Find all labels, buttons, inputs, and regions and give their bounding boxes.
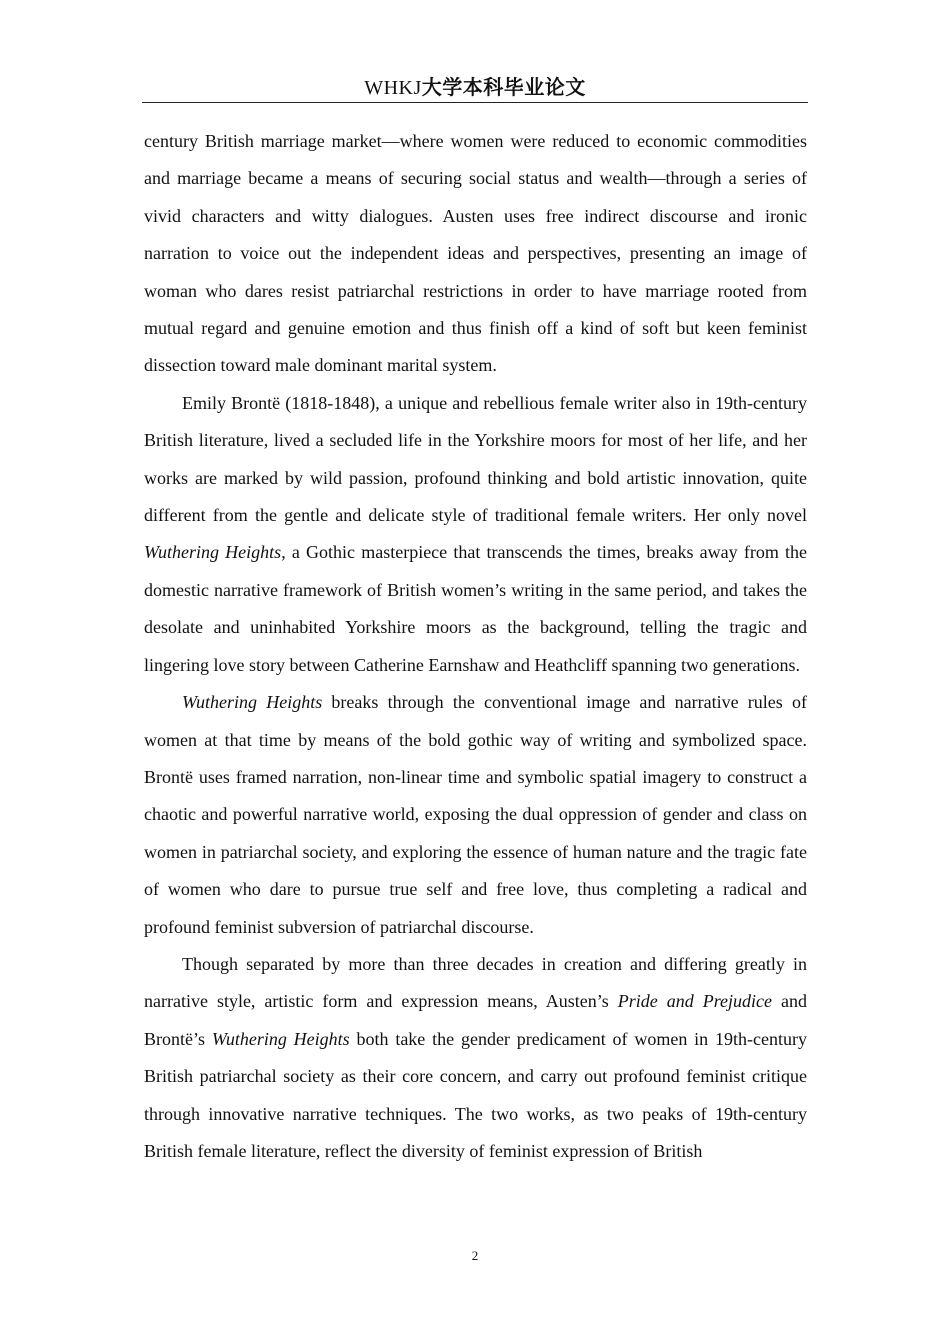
- text-segment: Emily Brontë (1818-1848), a unique and rebellious female writer also in 19th-century British literature, lived a secluded life in the Yorkshire moors for most of her life, and her works are marked by wild passion, profound thinking and bold artistic innovation, quite different from the gentle and delicate style of traditional female writers. Her only novel: [144, 392, 807, 526]
- header-institution-code: WHKJ: [364, 77, 422, 99]
- book-title: Wuthering Heights: [182, 692, 323, 713]
- paragraph: [144, 385, 807, 684]
- text-segment: and Brontë’s: [144, 991, 808, 1049]
- page-number: 2: [471, 1248, 479, 1263]
- text-segment: both take the gender predicament of women in 19th-century British patriarchal society as their core concern, and carry out profound feminist critique through innovative narrative techniques. The two works, as two peaks of 19th-century British female literature, reflect the diversity of feminist expression of British: [144, 1028, 807, 1161]
- book-title: Pride and Prejudice: [617, 991, 773, 1012]
- page-header-title: [364, 72, 586, 103]
- header-thesis-label: 大学本科毕业论文: [421, 75, 586, 99]
- body-text: [144, 123, 807, 1170]
- text-segment: Though separated by more than three decades in creation and differing greatly in narrative style, artistic form and expression means, Austen’s: [144, 953, 807, 1012]
- text-segment: , a Gothic masterpiece that transcends the times, breaks away from the domestic narrative framework of British women’s writing in the same period, and takes the desolate and uninhabited Yorkshire moors as the background, telling the tragic and lingering love story between Catherine Earnshaw and Heathcliff spanning two generations.: [144, 542, 807, 675]
- text-segment: breaks through the conventional image and narrative rules of women at that time by means of the bold gothic way of writing and symbolized space. Brontë uses framed narration, non-linear time and symbolic spatial imagery to construct a chaotic and powerful narrative world, exposing the dual oppression of gender and class on women in patriarchal society, and exploring the essence of human nature and the tragic fate of women who dare to pursue true self and free love, thus completing a radical and profound feminist subversion of patriarchal discourse.: [144, 692, 807, 937]
- text-segment: century British marriage market—where women were reduced to economic commodities and marriage became a means of securing social status and wealth—through a series of vivid characters and witty dialogues. Austen uses free indirect discourse and ironic narration to voice out the independent ideas and perspectives, presenting an image of woman who dares resist patriarchal restrictions in order to have marriage rooted from mutual regard and genuine emotion and thus finish off a kind of soft but keen feminist dissection toward male dominant marital system.: [144, 131, 807, 376]
- book-title: Wuthering Heights: [211, 1028, 350, 1049]
- paragraph: [144, 946, 807, 1170]
- paragraph: [144, 684, 807, 946]
- paragraph: [144, 123, 807, 385]
- book-title: Wuthering Heights: [144, 542, 282, 563]
- page-header: [142, 72, 808, 103]
